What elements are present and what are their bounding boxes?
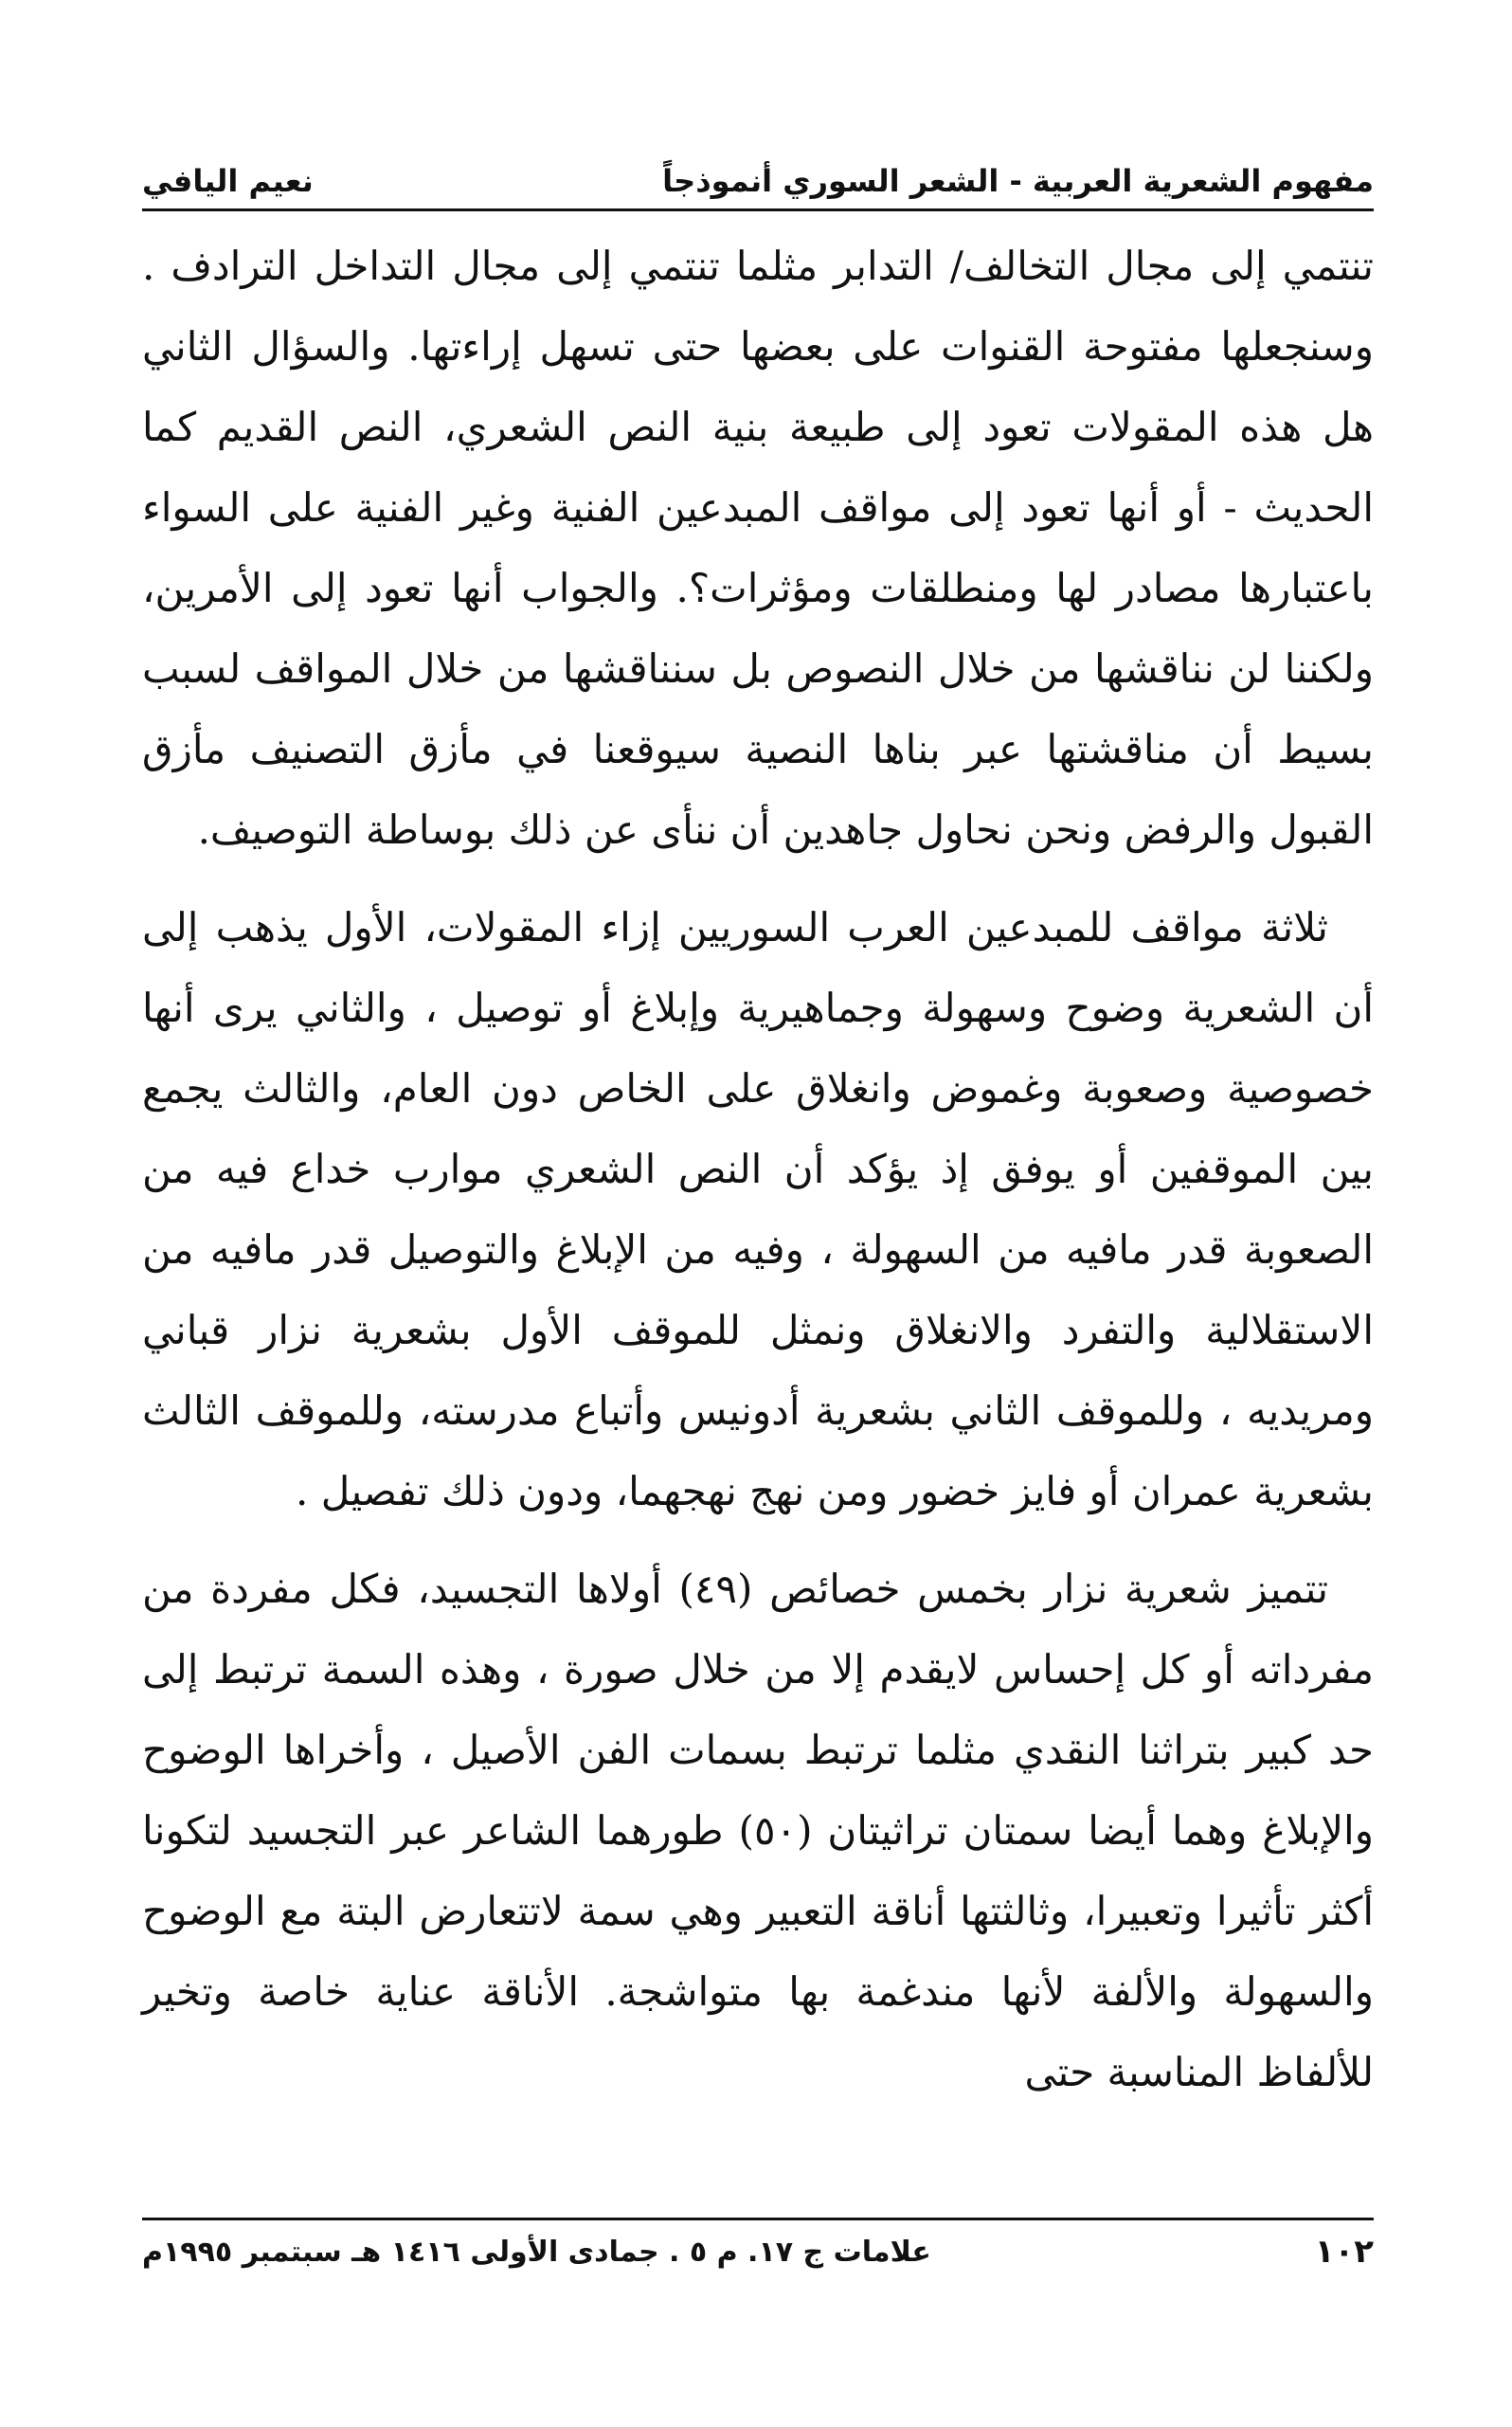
header-author: نعيم اليافي xyxy=(142,163,314,199)
journal-info: علامات ج ١٧. م ٥ . جمادى الأولى ١٤١٦ هـ سبتمبر ١٩٩٥م xyxy=(142,2235,931,2269)
paragraph: تتميز شعرية نزار بخمس خصائص (٤٩) أولاها التجسيد، فكل مفردة من مفرداته أو كل إحساس لايقدم إلا من خلال صورة ، وهذه السمة ترتبط إلى حد كبير بتراثنا النقدي مثلما ترتبط بسمات الفن الأصيل ، وأخراها الوضوح والإبلاغ وهما أيضا سمتان تراثيتان (٥٠) طورهما الشاعر عبر التجسيد لتكونا أكثر تأثيرا وتعبيرا، وثالثتها أناقة التعبير وهي سمة لاتتعارض البتة مع الوضوح والسهولة والألفة لأنها مندغمة بها متواشجة. الأناقة عناية خاصة وتخير للألفاظ المناسبة حتى xyxy=(142,1566,1374,2095)
header-title: مفهوم الشعرية العربية - الشعر السوري أنموذجاً xyxy=(662,163,1374,199)
page-footer xyxy=(142,2233,1374,2271)
footer-divider xyxy=(142,2218,1374,2220)
page-number: ١٠٢ xyxy=(1314,2233,1374,2271)
header-divider xyxy=(142,208,1374,211)
running-header xyxy=(142,142,1374,199)
paragraph: ثلاثة مواقف للمبدعين العرب السوريين إزاء المقولات، الأول يذهب إلى أن الشعرية وضوح وسهولة وجماهيرية وإبلاغ أو توصيل ، والثاني يرى أنها خصوصية وصعوبة وغموض وانغلاق على الخاص دون العام، والثالث يجمع بين الموقفين أو يوفق إذ يؤكد أن النص الشعري موارب خداع فيه من الصعوبة قدر مافيه من السهولة ، وفيه من الإبلاغ والتوصيل قدر مافيه من الاستقلالية والتفرد والانغلاق ونمثل للموقف الأول بشعرية نزار قباني ومريديه ، وللموقف الثاني بشعرية أدونيس وأتباع مدرسته، وللموقف الثالث بشعرية عمران أو فايز خضور ومن نهج نهجهما، ودون ذلك تفصيل . xyxy=(142,904,1374,1514)
document-page xyxy=(142,114,1374,2322)
body-text xyxy=(142,226,1374,2129)
paragraph: تنتمي إلى مجال التخالف/ التدابر مثلما تنتمي إلى مجال التداخل الترادف . وسنجعلها مفتوحة القنوات على بعضها حتى تسهل إراءتها. والسؤال الثاني هل هذه المقولات تعود إلى طبيعة بنية النص الشعري، النص القديم كما الحديث - أو أنها تعود إلى مواقف المبدعين الفنية وغير الفنية على السواء باعتبارها مصادر لها ومنطلقات ومؤثرات؟. والجواب أنها تعود إلى الأمرين، ولكننا لن نناقشها من خلال النصوص بل سنناقشها من خلال المواقف لسبب بسيط أن مناقشتها عبر بناها النصية سيوقعنا في مأزق التصنيف مأزق القبول والرفض ونحن نحاول جاهدين أن ننأى عن ذلك بوساطة التوصيف. xyxy=(142,243,1374,853)
